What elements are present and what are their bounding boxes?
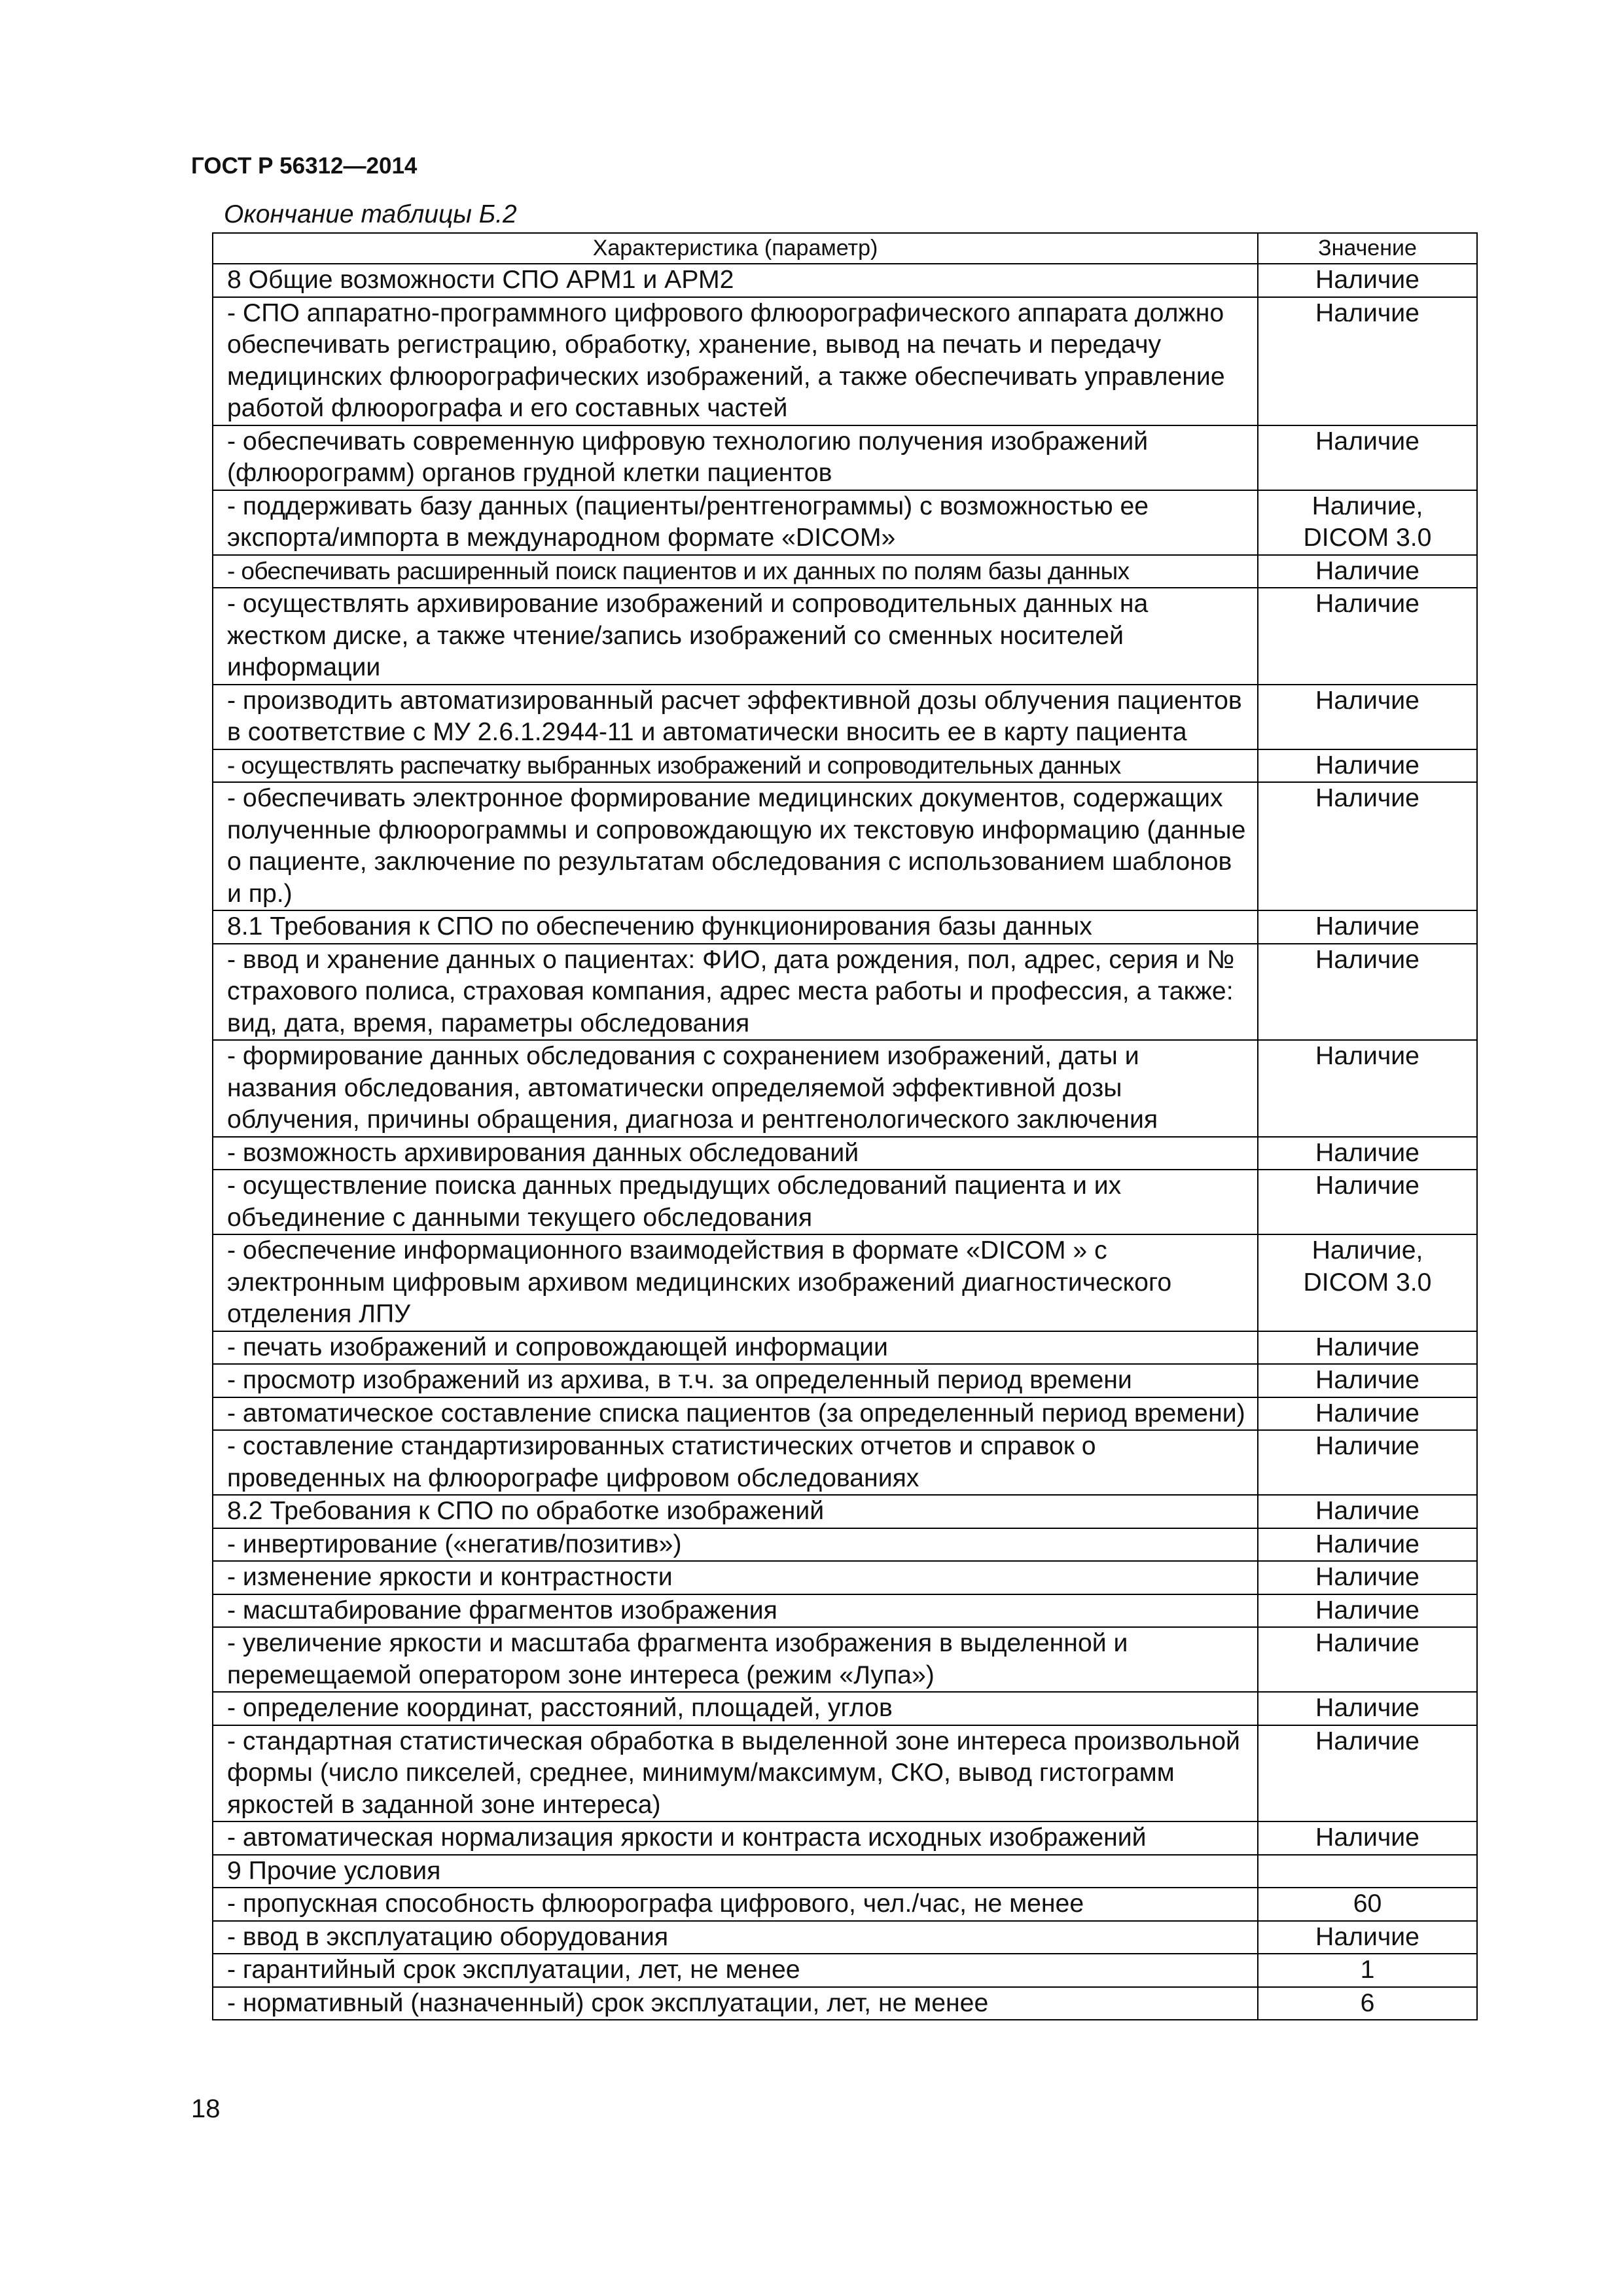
- value-cell: Наличие: [1258, 297, 1477, 425]
- table-row: [213, 1397, 1477, 1431]
- value-cell: 60: [1258, 1888, 1477, 1921]
- param-cell: - ввод и хранение данных о пациентах: ФИО, дата рождения, пол, адрес, серия и № страхового полиса, страховая компания, адрес места работы и профессия, а также: вид, дата, время, параметры обследования: [213, 944, 1258, 1041]
- table-row: [213, 1561, 1477, 1594]
- value-cell: Наличие: [1258, 749, 1477, 783]
- table-row: [213, 1987, 1477, 2020]
- table-caption: Окончание таблицы Б.2: [224, 200, 517, 228]
- param-cell: - обеспечивать электронное формирование медицинских документов, содержащих полученные флюорограммы и сопровождающую их текстовую информацию (данные о пациенте, заключение по результатам обследования с использованием шаблонов и пр.): [213, 782, 1258, 910]
- param-cell: - масштабирование фрагментов изображения: [213, 1594, 1258, 1628]
- table-row: [213, 1855, 1477, 1888]
- value-cell: Наличие, DICOM 3.0: [1258, 490, 1477, 555]
- table-row: [213, 555, 1477, 588]
- value-cell: Наличие: [1258, 1040, 1477, 1137]
- value-cell: Наличие: [1258, 425, 1477, 490]
- value-cell: Наличие: [1258, 782, 1477, 910]
- value-cell: 1: [1258, 1954, 1477, 1987]
- value-cell: Наличие: [1258, 1170, 1477, 1234]
- table-row: [213, 425, 1477, 490]
- table-row: [213, 1725, 1477, 1822]
- param-cell: - СПО аппаратно-программного цифрового флюорографического аппарата должно обеспечивать регистрацию, обработку, хранение, вывод на печать и передачу медицинских флюорографических изображений, а также обеспечивать управление работой флюорографа и его составных частей: [213, 297, 1258, 425]
- param-cell: - автоматическое составление списка пациентов (за определенный период времени): [213, 1397, 1258, 1431]
- table-header-row: [213, 233, 1477, 264]
- param-cell: - осуществлять распечатку выбранных изображений и сопроводительных данных: [213, 749, 1258, 783]
- column-header-value: Значение: [1258, 233, 1477, 264]
- param-cell: - стандартная статистическая обработка в выделенной зоне интереса произвольной формы (число пикселей, среднее, минимум/максимум, СКО, вывод гистограмм яркостей в заданной зоне интереса): [213, 1725, 1258, 1822]
- param-cell: - инвертирование («негатив/позитив»): [213, 1528, 1258, 1562]
- value-cell: Наличие: [1258, 264, 1477, 297]
- value-cell: Наличие: [1258, 1594, 1477, 1628]
- section-cell: 8.1 Требования к СПО по обеспечению функционирования базы данных: [213, 910, 1258, 944]
- param-cell: - гарантийный срок эксплуатации, лет, не менее: [213, 1954, 1258, 1987]
- table-row: [213, 1040, 1477, 1137]
- param-cell: - нормативный (назначенный) срок эксплуатации, лет, не менее: [213, 1987, 1258, 2020]
- param-cell: - увеличение яркости и масштаба фрагмента изображения в выделенной и перемещаемой оператором зоне интереса (режим «Лупа»): [213, 1627, 1258, 1692]
- table-row: [213, 1627, 1477, 1692]
- param-cell: - составление стандартизированных статистических отчетов и справок о проведенных на флюорографе цифровом обследованиях: [213, 1430, 1258, 1495]
- param-cell: - обеспечивать расширенный поиск пациентов и их данных по полям базы данных: [213, 555, 1258, 588]
- table-row: [213, 1495, 1477, 1528]
- table-row: [213, 588, 1477, 685]
- param-cell: - ввод в эксплуатацию оборудования: [213, 1921, 1258, 1954]
- value-cell: Наличие: [1258, 588, 1477, 685]
- value-cell: Наличие: [1258, 1495, 1477, 1528]
- table-row: [213, 1137, 1477, 1170]
- param-cell: - осуществление поиска данных предыдущих обследований пациента и их объединение с данными текущего обследования: [213, 1170, 1258, 1234]
- value-cell: Наличие: [1258, 555, 1477, 588]
- table-row: [213, 297, 1477, 425]
- value-cell: Наличие: [1258, 1561, 1477, 1594]
- page-number: 18: [191, 2094, 221, 2123]
- table-row: [213, 490, 1477, 555]
- section-cell: 9 Прочие условия: [213, 1855, 1258, 1888]
- value-cell: Наличие: [1258, 1430, 1477, 1495]
- value-cell: [1258, 1855, 1477, 1888]
- param-cell: - печать изображений и сопровождающей информации: [213, 1331, 1258, 1365]
- table-row: [213, 264, 1477, 297]
- table-row: [213, 1594, 1477, 1628]
- table-row: [213, 1170, 1477, 1234]
- document-header: ГОСТ Р 56312—2014: [191, 153, 418, 179]
- param-cell: - пропускная способность флюорографа цифрового, чел./час, не менее: [213, 1888, 1258, 1921]
- param-cell: - просмотр изображений из архива, в т.ч. за определенный период времени: [213, 1364, 1258, 1397]
- param-cell: - формирование данных обследования с сохранением изображений, даты и названия обследования, автоматически определяемой эффективной дозы облучения, причины обращения, диагноза и рентгенологического заключения: [213, 1040, 1258, 1137]
- value-cell: Наличие: [1258, 1364, 1477, 1397]
- column-header-parameter: Характеристика (параметр): [213, 233, 1258, 264]
- value-cell: Наличие: [1258, 1821, 1477, 1855]
- table-row: [213, 1954, 1477, 1987]
- table-row: [213, 1331, 1477, 1365]
- value-cell: Наличие: [1258, 1692, 1477, 1725]
- table-row: [213, 1528, 1477, 1562]
- table-row: [213, 749, 1477, 783]
- value-cell: Наличие: [1258, 1331, 1477, 1365]
- param-cell: - изменение яркости и контрастности: [213, 1561, 1258, 1594]
- value-cell: Наличие: [1258, 1397, 1477, 1431]
- table-row: [213, 910, 1477, 944]
- section-cell: 8.2 Требования к СПО по обработке изображений: [213, 1495, 1258, 1528]
- param-cell: 8 Общие возможности СПО АРМ1 и АРМ2: [213, 264, 1258, 297]
- table-row: [213, 782, 1477, 910]
- param-cell: - поддерживать базу данных (пациенты/рентгенограммы) с возможностью ее экспорта/импорта в международном формате «DICOM»: [213, 490, 1258, 555]
- param-cell: - производить автоматизированный расчет эффективной дозы облучения пациентов в соответствие с МУ 2.6.1.2944-11 и автоматически вносить ее в карту пациента: [213, 685, 1258, 749]
- table-row: [213, 1921, 1477, 1954]
- param-cell: - обеспечение информационного взаимодействия в формате «DICOM » с электронным цифровым архивом медицинских изображений диагностического отделения ЛПУ: [213, 1234, 1258, 1331]
- value-cell: Наличие: [1258, 944, 1477, 1041]
- value-cell: Наличие, DICOM 3.0: [1258, 1234, 1477, 1331]
- table-row: [213, 1430, 1477, 1495]
- param-cell: - обеспечивать современную цифровую технологию получения изображений (флюорограмм) органов грудной клетки пациентов: [213, 425, 1258, 490]
- value-cell: 6: [1258, 1987, 1477, 2020]
- value-cell: Наличие: [1258, 1137, 1477, 1170]
- value-cell: Наличие: [1258, 1921, 1477, 1954]
- value-cell: Наличие: [1258, 910, 1477, 944]
- table-row: [213, 1364, 1477, 1397]
- param-cell: - определение координат, расстояний, площадей, углов: [213, 1692, 1258, 1725]
- table-row: [213, 944, 1477, 1041]
- table-row: [213, 1821, 1477, 1855]
- table-row: [213, 1692, 1477, 1725]
- specification-table: [212, 232, 1478, 2020]
- param-cell: - автоматическая нормализация яркости и контраста исходных изображений: [213, 1821, 1258, 1855]
- table-row: [213, 1234, 1477, 1331]
- value-cell: Наличие: [1258, 1528, 1477, 1562]
- param-cell: - возможность архивирования данных обследований: [213, 1137, 1258, 1170]
- table-row: [213, 685, 1477, 749]
- param-cell: - осуществлять архивирование изображений и сопроводительных данных на жестком диске, а также чтение/запись изображений со сменных носителей информации: [213, 588, 1258, 685]
- value-cell: Наличие: [1258, 1627, 1477, 1692]
- value-cell: Наличие: [1258, 685, 1477, 749]
- value-cell: Наличие: [1258, 1725, 1477, 1822]
- table-row: [213, 1888, 1477, 1921]
